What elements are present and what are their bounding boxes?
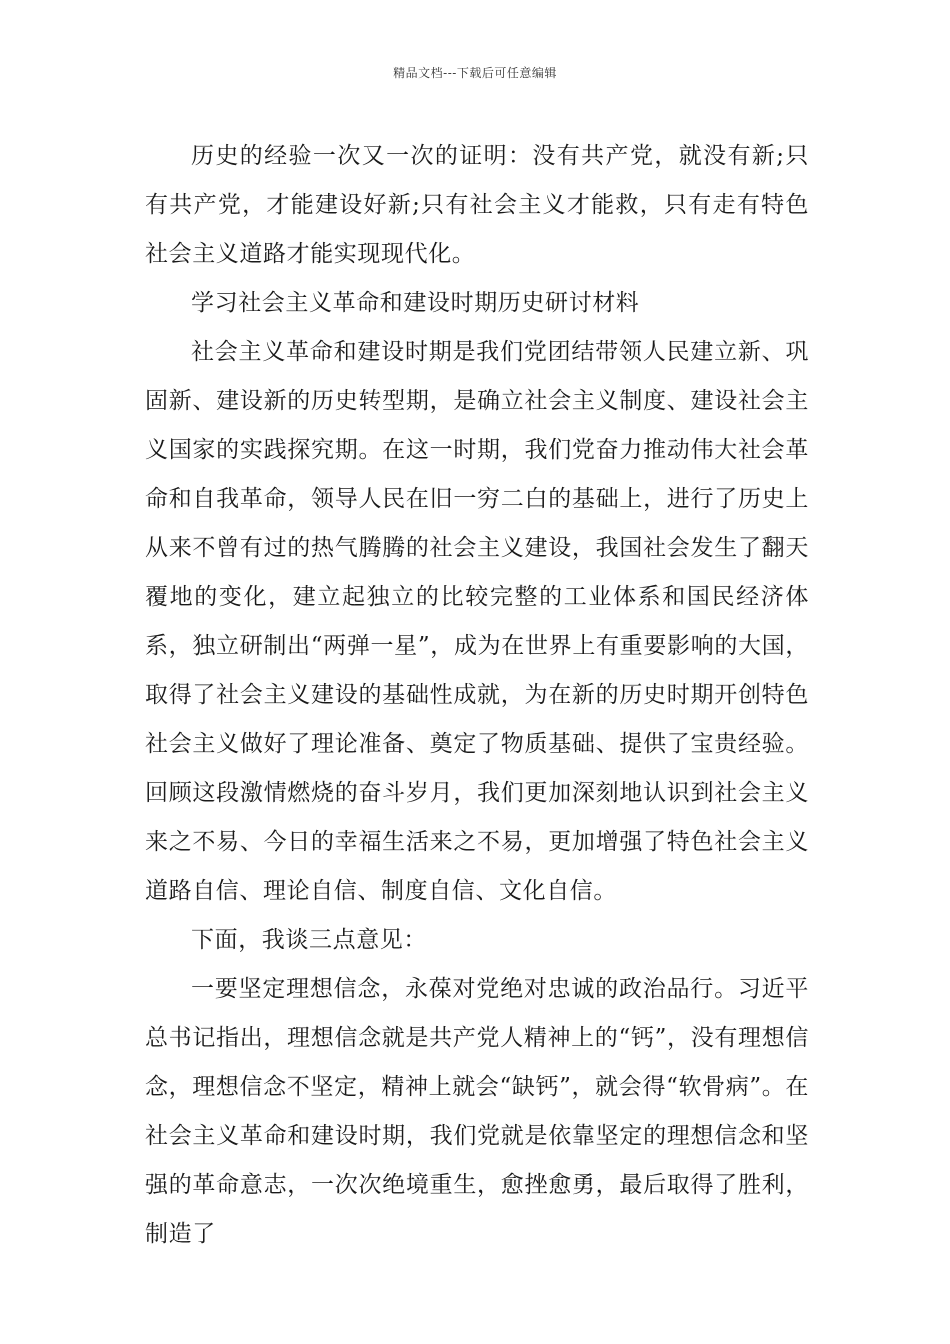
- paragraph-first-point: 一要坚定理想信念，永葆对党绝对忠诚的政治品行。习近平总书记指出，理想信念就是共产党人精神上的“钙”，没有理想信念，理想信念不坚定，精神上就会“缺钙”，就会得“软骨病”。在社会主义革命和建设时期，我们党就是依靠坚定的理想信念和坚强的革命意志，一次次绝境重生，愈挫愈勇，最后取得了胜利，制造了: [145, 976, 809, 1247]
- paragraph-period-overview: 社会主义革命和建设时期是我们党团结带领人民建立新、巩固新、建设新的历史转型期，是确立社会主义制度、建设社会主义国家的实践探究期。在这一时期，我们党奋力推动伟大社会革命和自我革命，领导人民在旧一穷二白的基础上，进行了历史上从来不曾有过的热气腾腾的社会主义建设，我国社会发生了翻天覆地的变化，建立起独立的比较完整的工业体系和国民经济体系，独立研制出“两弹一星”，成为在世界上有重要影响的大国，取得了社会主义建设的基础性成就，为在新的历史时期开创特色社会主义做好了理论准备、奠定了物质基础、提供了宝贵经验。回顾这段激情燃烧的奋斗岁月，我们更加深刻地认识到社会主义来之不易、今日的幸福生活来之不易，更加增强了特色社会主义道路自信、理论自信、制度自信、文化自信。: [145, 339, 809, 904]
- section-heading: 学习社会主义革命和建设时期历史研讨材料: [191, 290, 640, 316]
- paragraph-three-points-intro: 下面，我谈三点意见：: [191, 927, 427, 953]
- page-header: 精品文档---下载后可任意编辑: [393, 66, 557, 80]
- paragraph-history-lesson: 历史的经验一次又一次的证明：没有共产党，就没有新;只有共产党，才能建设好新;只有社会主义才能救，只有走有特色社会主义道路才能实现现代化。: [145, 143, 809, 267]
- document-body: [145, 132, 809, 1259]
